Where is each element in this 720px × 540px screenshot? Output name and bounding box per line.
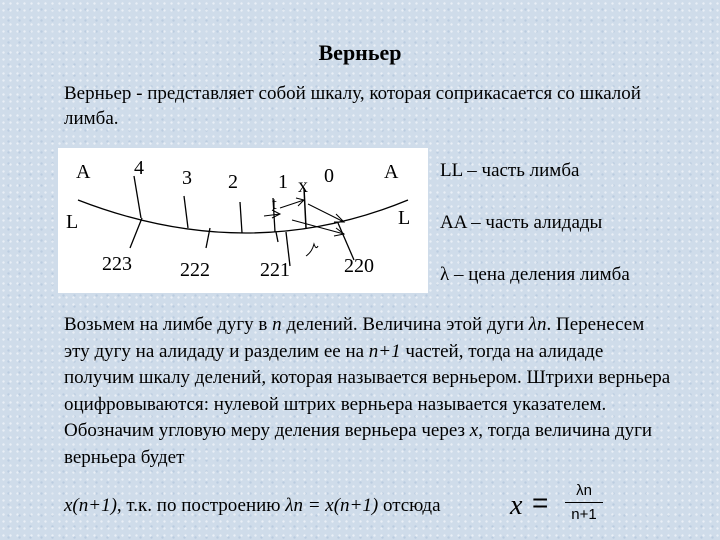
limb-tick-223 bbox=[130, 218, 142, 248]
main-paragraph bbox=[64, 312, 674, 471]
formula-fraction-bar bbox=[565, 502, 603, 503]
intro-text: Верньер - представляет собой шкалу, которая соприкасается со шкалой лимба. bbox=[64, 83, 641, 129]
vernier-formula bbox=[510, 482, 600, 528]
legend-ll: LL – часть лимба bbox=[440, 160, 580, 181]
label-222: 222 bbox=[180, 259, 210, 281]
para-part: . Перенесем эту дугу на алидаду и разделим ее на bbox=[64, 314, 645, 362]
legend-lambda: λ – цена деления лимба bbox=[440, 264, 630, 285]
formula-lhs: x bbox=[510, 490, 523, 521]
para-part: делений. Величина этой дуги bbox=[281, 314, 529, 335]
para-italic-n-plus-1: n+1 bbox=[368, 340, 401, 362]
slide-title: Верньер bbox=[318, 40, 402, 65]
label-x: x bbox=[298, 175, 308, 197]
para-italic-x: x bbox=[469, 420, 479, 441]
label-a-left: A bbox=[76, 161, 91, 183]
hand-curve bbox=[306, 244, 318, 256]
label-0: 0 bbox=[324, 165, 334, 187]
final-part: , т.к. по построению bbox=[116, 495, 286, 516]
vernier-tick-2 bbox=[240, 202, 242, 233]
label-t: t bbox=[272, 194, 277, 213]
label-220: 220 bbox=[344, 255, 374, 277]
label-1: 1 bbox=[278, 171, 288, 193]
label-a-right: A bbox=[384, 161, 399, 183]
label-223: 223 bbox=[102, 253, 132, 275]
label-l-right: L bbox=[398, 207, 411, 229]
final-part: отсюда bbox=[378, 495, 441, 516]
para-italic-lambda-n: λn bbox=[528, 314, 547, 335]
formula-numerator: λn bbox=[576, 482, 592, 499]
x-arrow-right bbox=[308, 204, 344, 222]
legend-aa: AA – часть алидады bbox=[440, 212, 603, 233]
label-221: 221 bbox=[260, 259, 290, 281]
para-part: Возьмем на лимбе дугу в bbox=[64, 314, 273, 335]
para-part: частей, тогда на алидаде получим шкалу делений, которая называется верньером. Штрихи верньера оцифровываются: нулевой штрих верньера называется указателем. Обозначим угловую меру деления верньера через bbox=[64, 340, 671, 441]
final-x-n-plus-1: x(n+1) bbox=[64, 495, 117, 516]
vernier-tick-3 bbox=[184, 196, 188, 228]
limb-tick-mid bbox=[276, 232, 278, 242]
vernier-figure bbox=[58, 148, 428, 293]
final-line bbox=[64, 494, 441, 518]
label-2: 2 bbox=[228, 171, 238, 193]
formula-denominator: n+1 bbox=[571, 506, 597, 523]
label-3: 3 bbox=[182, 167, 192, 189]
final-equation: λn = x(n+1) bbox=[285, 495, 379, 516]
para-part: , тогда величина дуги верньера будет bbox=[64, 420, 653, 468]
vernier-tick-4 bbox=[134, 176, 141, 218]
scale-arc bbox=[78, 200, 411, 233]
formula-equals: = bbox=[532, 487, 549, 518]
para-italic-n: n bbox=[272, 314, 282, 335]
label-l-left: L bbox=[66, 211, 79, 233]
label-4: 4 bbox=[134, 157, 144, 179]
